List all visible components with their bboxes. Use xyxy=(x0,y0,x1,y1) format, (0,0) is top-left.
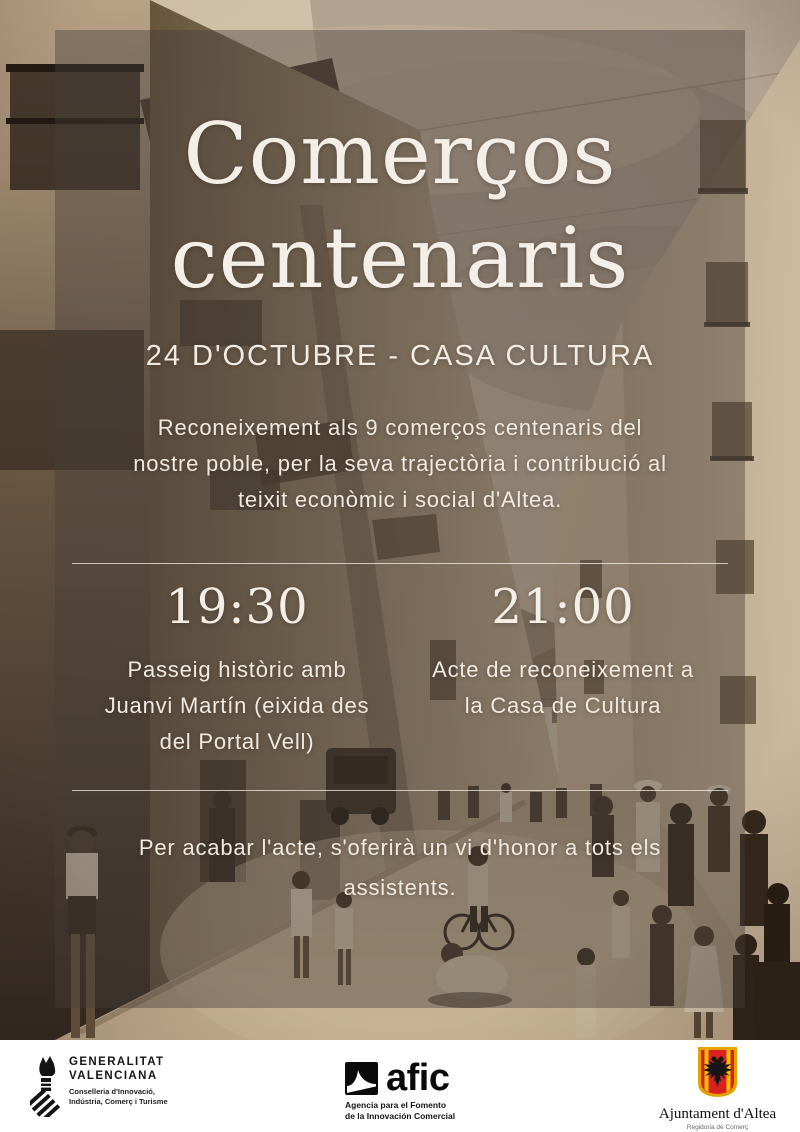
generalitat-valenciana-icon xyxy=(30,1055,60,1117)
afic-name: afic xyxy=(386,1057,450,1099)
afic-tagline: Agencia para el Fomento de la Innovación Comercial xyxy=(345,1100,456,1121)
divider-bottom xyxy=(72,790,728,791)
generalitat-name: GENERALITAT VALENCIANA xyxy=(69,1056,165,1082)
schedule-item-2100 xyxy=(398,578,728,724)
altea-coat-of-arms-icon xyxy=(697,1046,738,1098)
poster-content xyxy=(55,30,745,1008)
generalitat-valenciana-logo xyxy=(30,1055,168,1117)
closing-note: Per acabar l'acte, s'oferirà un vi d'honor a tots els assistents. xyxy=(138,835,662,900)
event-date-venue: 24 D'OCTUBRE - CASA CULTURA xyxy=(145,340,655,372)
schedule-section xyxy=(55,578,745,778)
generalitat-department: Conselleria d'Innovació, Indústria, Comerç i Turisme xyxy=(69,1087,168,1106)
ajuntament-altea-logo xyxy=(645,1046,790,1132)
schedule-time: 21:00 xyxy=(491,579,635,635)
altea-name: Ajuntament d'Altea xyxy=(658,1106,777,1122)
afic-icon xyxy=(345,1062,378,1095)
schedule-time: 19:30 xyxy=(165,579,309,635)
event-description: Reconeixement als 9 comerços centenaris del nostre poble, per la seva trajectòria i contribució al teixit econòmic i social d'Altea. xyxy=(133,415,667,512)
afic-logo xyxy=(345,1057,456,1121)
footer-logo-bar xyxy=(0,1040,800,1132)
schedule-item-1930 xyxy=(72,578,402,760)
schedule-detail: Passeig històric amb Juanvi Martín (eixida des del Portal Vell) xyxy=(104,657,370,754)
schedule-detail: Acte de reconeixement a la Casa de Cultura xyxy=(432,657,694,718)
generalitat-valenciana-text xyxy=(69,1055,168,1106)
divider-top xyxy=(72,563,728,564)
altea-department: Regidoria de Comerç xyxy=(686,1124,749,1131)
poster-title: Comerços centenaris xyxy=(170,105,630,307)
